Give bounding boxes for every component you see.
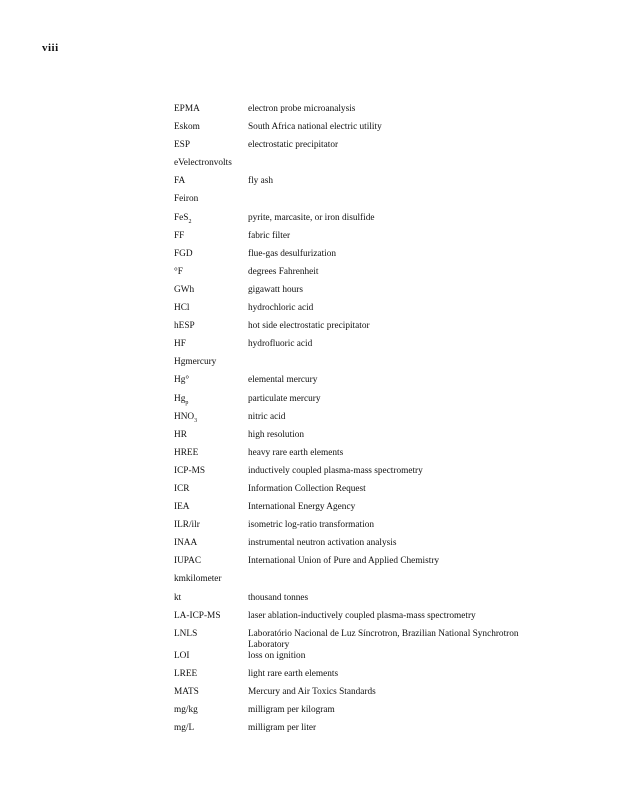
abbreviation-term [174, 705, 248, 716]
abbreviation-term-text: kmkilometer [174, 574, 222, 585]
abbreviation-definition: hot side electrostatic precipitator [248, 321, 370, 332]
abbreviation-term [174, 669, 248, 680]
abbreviation-entry [174, 176, 554, 194]
abbreviation-term-text: EPMA [174, 104, 200, 114]
abbreviation-entry [174, 669, 554, 687]
abbreviation-term-text: HREE [174, 447, 199, 458]
abbreviation-entry [174, 629, 554, 651]
abbreviation-term-text: MATS [174, 686, 199, 697]
abbreviation-entry [174, 705, 554, 723]
abbreviation-term [174, 723, 248, 734]
abbreviation-definition: electron probe microanalysis [248, 104, 356, 114]
abbreviation-term [174, 484, 248, 495]
abbreviation-definition: instrumental neutron activation analysis [248, 538, 397, 549]
abbreviation-term [174, 687, 248, 698]
abbreviation-definition: flue-gas desulfurization [248, 248, 337, 259]
abbreviation-term-text: kt [174, 592, 182, 603]
abbreviation-term [174, 104, 248, 115]
abbreviation-term-text: Eskom [174, 122, 200, 133]
abbreviation-list [174, 104, 554, 741]
abbreviation-definition: light rare earth elements [248, 668, 339, 679]
abbreviation-entry [174, 484, 554, 502]
abbreviation-term-text: Hg [174, 393, 186, 404]
abbreviation-term [174, 611, 248, 622]
abbreviation-term-text: HF [174, 339, 186, 350]
abbreviation-term [174, 574, 222, 585]
abbreviation-term [174, 538, 248, 549]
abbreviation-definition: high resolution [248, 429, 305, 440]
abbreviation-term [174, 176, 248, 187]
abbreviation-entry [174, 394, 554, 412]
abbreviation-term-subscript: p [185, 399, 189, 406]
abbreviation-definition: gigawatt hours [248, 284, 303, 295]
abbreviation-term-subscript: 2 [188, 218, 192, 225]
abbreviation-entry [174, 520, 554, 538]
abbreviation-entry [174, 687, 554, 705]
abbreviation-entry [174, 651, 554, 669]
abbreviation-term-text: mg/L [174, 723, 195, 734]
abbreviation-definition: fly ash [248, 176, 274, 187]
abbreviation-term-text: FA [174, 176, 186, 187]
abbreviation-definition: pyrite, marcasite, or iron disulfide [248, 212, 375, 223]
abbreviation-term [174, 502, 248, 513]
abbreviation-entry [174, 538, 554, 556]
abbreviation-entry [174, 158, 554, 176]
abbreviation-term [174, 520, 248, 531]
abbreviation-term [174, 249, 248, 260]
abbreviation-term-text: Hgmercury [174, 357, 217, 368]
abbreviation-term-text: FeS [174, 212, 189, 223]
abbreviation-entry [174, 574, 554, 592]
abbreviation-term [174, 267, 248, 278]
abbreviation-entry [174, 140, 554, 158]
abbreviation-definition: Mercury and Air Toxics Standards [248, 686, 376, 697]
abbreviation-definition: inductively coupled plasma-mass spectrometry [248, 465, 423, 476]
abbreviation-definition: Laboratório Nacional de Luz Síncrotron, Brazilian National Synchrotron Laboratory [248, 628, 519, 650]
abbreviation-term [174, 375, 248, 386]
abbreviation-term-text: °F [174, 266, 183, 277]
abbreviation-term-text: IEA [174, 502, 190, 513]
abbreviation-term-text: ESP [174, 140, 191, 151]
abbreviation-entry [174, 723, 554, 741]
abbreviation-definition: South Africa national electric utility [248, 122, 382, 133]
abbreviation-definition: thousand tonnes [248, 592, 309, 603]
abbreviation-entry [174, 249, 554, 267]
abbreviation-term-text: HNO [174, 411, 195, 422]
abbreviation-definition: heavy rare earth elements [248, 447, 344, 458]
abbreviation-entry [174, 321, 554, 339]
abbreviation-entry [174, 122, 554, 140]
abbreviation-term-text: GWh [174, 284, 195, 295]
abbreviation-term [174, 430, 248, 441]
abbreviation-term-text: LREE [174, 668, 198, 679]
abbreviation-term [174, 140, 248, 151]
abbreviation-definition: degrees Fahrenheit [248, 266, 319, 277]
page-number: viii [42, 42, 59, 54]
abbreviation-entry [174, 448, 554, 466]
abbreviation-term-text: LA-ICP-MS [174, 610, 221, 621]
abbreviation-term [174, 231, 248, 242]
abbreviation-term [174, 593, 248, 604]
abbreviation-definition: elemental mercury [248, 375, 318, 386]
abbreviation-term-text: HCl [174, 303, 190, 314]
abbreviation-term-text: hESP [174, 321, 195, 332]
abbreviation-term-text: LOI [174, 650, 190, 661]
abbreviation-entry [174, 502, 554, 520]
abbreviation-definition: isometric log-ratio transformation [248, 520, 374, 531]
abbreviation-term-text: HR [174, 429, 187, 440]
abbreviation-term-subscript: 3 [194, 417, 198, 424]
abbreviation-definition: International Energy Agency [248, 502, 356, 513]
abbreviation-term-text: eVelectronvolts [174, 158, 232, 169]
abbreviation-term [174, 651, 248, 662]
abbreviation-term [174, 339, 248, 350]
abbreviation-definition: hydrochloric acid [248, 303, 314, 314]
abbreviation-entry [174, 285, 554, 303]
abbreviation-term-text: FGD [174, 248, 193, 259]
abbreviation-definition: fabric filter [248, 230, 291, 241]
abbreviation-term-text: LNLS [174, 628, 198, 639]
abbreviation-definition: International Union of Pure and Applied Chemistry [248, 556, 440, 567]
abbreviation-term-text: FF [174, 230, 185, 241]
abbreviation-term-text: mg/kg [174, 705, 198, 715]
abbreviation-entry [174, 339, 554, 357]
abbreviation-entry [174, 194, 554, 212]
abbreviation-entry [174, 375, 554, 393]
abbreviation-term [174, 321, 248, 332]
abbreviation-entry [174, 412, 554, 430]
abbreviation-entry [174, 430, 554, 448]
abbreviation-entry [174, 231, 554, 249]
abbreviation-entry [174, 357, 554, 375]
abbreviation-definition: hydrofluoric acid [248, 339, 313, 350]
abbreviation-term [174, 122, 248, 133]
abbreviation-term [174, 629, 248, 640]
abbreviation-term [174, 357, 216, 368]
abbreviation-definition: Information Collection Request [248, 483, 366, 494]
abbreviation-entry [174, 556, 554, 574]
abbreviation-entry [174, 213, 554, 231]
abbreviation-entry [174, 303, 554, 321]
abbreviation-term [174, 285, 248, 296]
abbreviation-term [174, 213, 248, 224]
abbreviation-term [174, 394, 248, 405]
abbreviation-entry [174, 611, 554, 629]
abbreviation-definition: electrostatic precipitator [248, 140, 339, 151]
abbreviation-definition: milligram per kilogram [248, 705, 335, 715]
abbreviation-definition: nitric acid [248, 411, 286, 422]
abbreviation-entry [174, 593, 554, 611]
abbreviation-term-text: Feiron [174, 194, 199, 205]
abbreviation-term-text: IUPAC [174, 556, 202, 567]
abbreviation-term [174, 412, 248, 423]
abbreviation-term [174, 194, 198, 205]
abbreviation-term [174, 448, 248, 459]
abbreviation-term-text: ILR/ilr [174, 520, 200, 531]
abbreviation-term-text: Hg° [174, 375, 190, 386]
abbreviation-definition: particulate mercury [248, 393, 321, 404]
abbreviation-entry [174, 466, 554, 484]
abbreviation-definition: loss on ignition [248, 650, 306, 661]
abbreviation-definition: milligram per liter [248, 723, 317, 734]
abbreviation-entry [174, 267, 554, 285]
abbreviation-term [174, 556, 248, 567]
abbreviation-definition: laser ablation-inductively coupled plasma-mass spectrometry [248, 610, 476, 621]
abbreviation-entry [174, 104, 554, 122]
abbreviation-term-text: ICR [174, 483, 190, 494]
abbreviation-term-text: ICP-MS [174, 465, 206, 476]
abbreviation-term [174, 466, 248, 477]
abbreviation-term [174, 158, 232, 169]
abbreviation-term [174, 303, 248, 314]
abbreviation-term-text: INAA [174, 538, 198, 549]
